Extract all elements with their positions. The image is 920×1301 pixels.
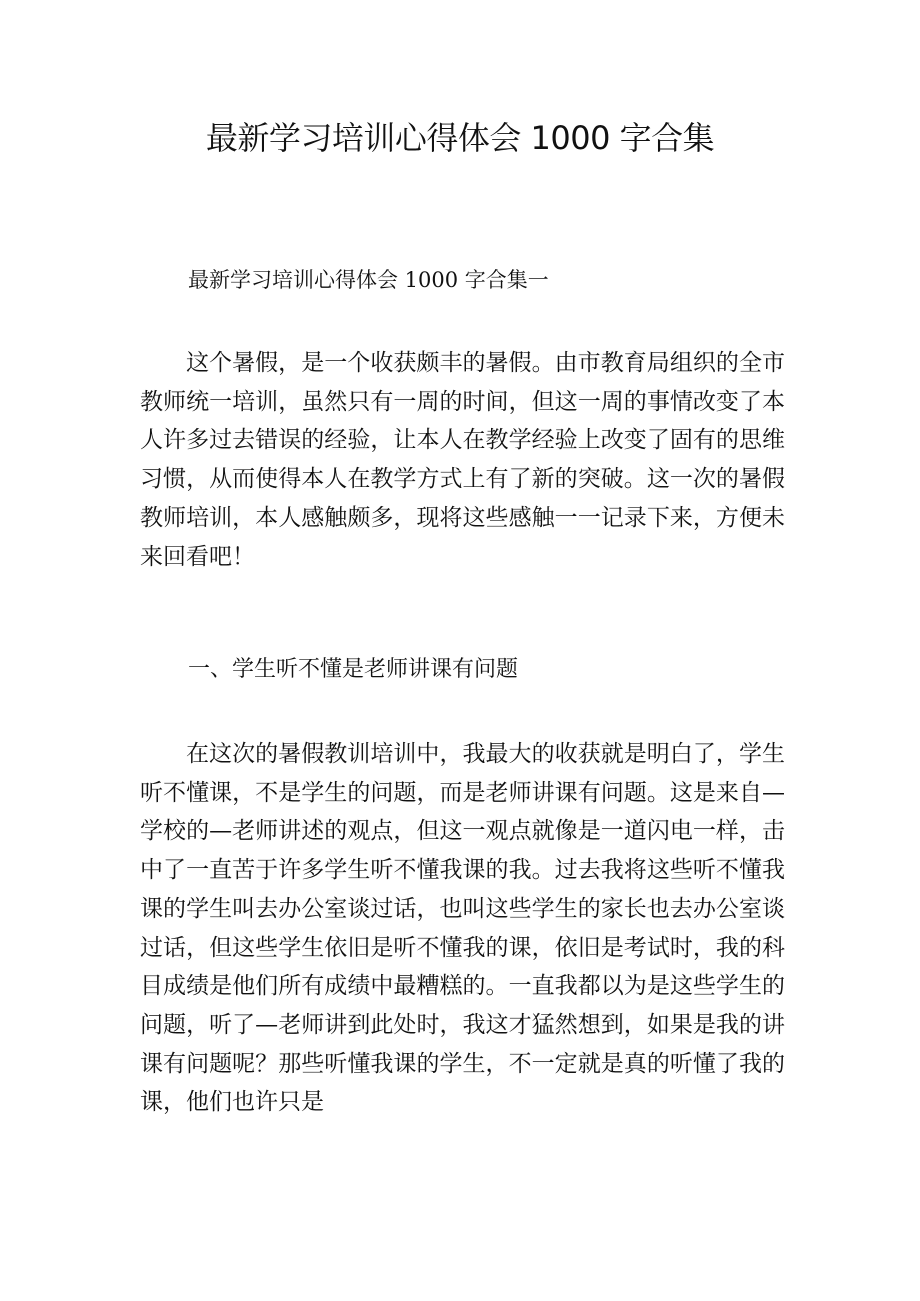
body-paragraph-1: 这个暑假，是一个收获颇丰的暑假。由市教育局组织的全市教师统一培训，虽然只有一周的时间，但这一周的事情改变了本人许多过去错误的经验，让本人在教学经验上改变了固有的思维习惯，从而使得本人在教学方式上有了新的突破。这一次的暑假教师培训，本人感触颇多，现将这些感触一一记录下来，方便未来回看吧！ [140, 350, 785, 570]
section-heading: 一、学生听不懂是老师讲课有问题 [188, 657, 519, 682]
document-title: 最新学习培训心得体会 1000 字合集 [205, 119, 715, 157]
document-subtitle: 最新学习培训心得体会 1000 字合集一 [188, 268, 549, 292]
body-paragraph-2: 在这次的暑假教训培训中，我最大的收获就是明白了，学生听不懂课，不是学生的问题，而是老师讲课有问题。这是来自—学校的—老师讲述的观点，但这一观点就像是一道闪电一样，击中了一直苦于许多学生听不懂我课的我。过去我将这些听不懂我课的学生叫去办公室谈过话，也叫这些学生的家长也去办公室谈过话，但这些学生依旧是听不懂我的课，依旧是考试时，我的科目成绩是他们所有成绩中最糟糕的。一直我都以为是这些学生的问题，听了—老师讲到此处时，我这才猛然想到，如果是我的讲课有问题呢？那些听懂我课的学生，不一定就是真的听懂了我的课，他们也许只是 [140, 741, 785, 1116]
